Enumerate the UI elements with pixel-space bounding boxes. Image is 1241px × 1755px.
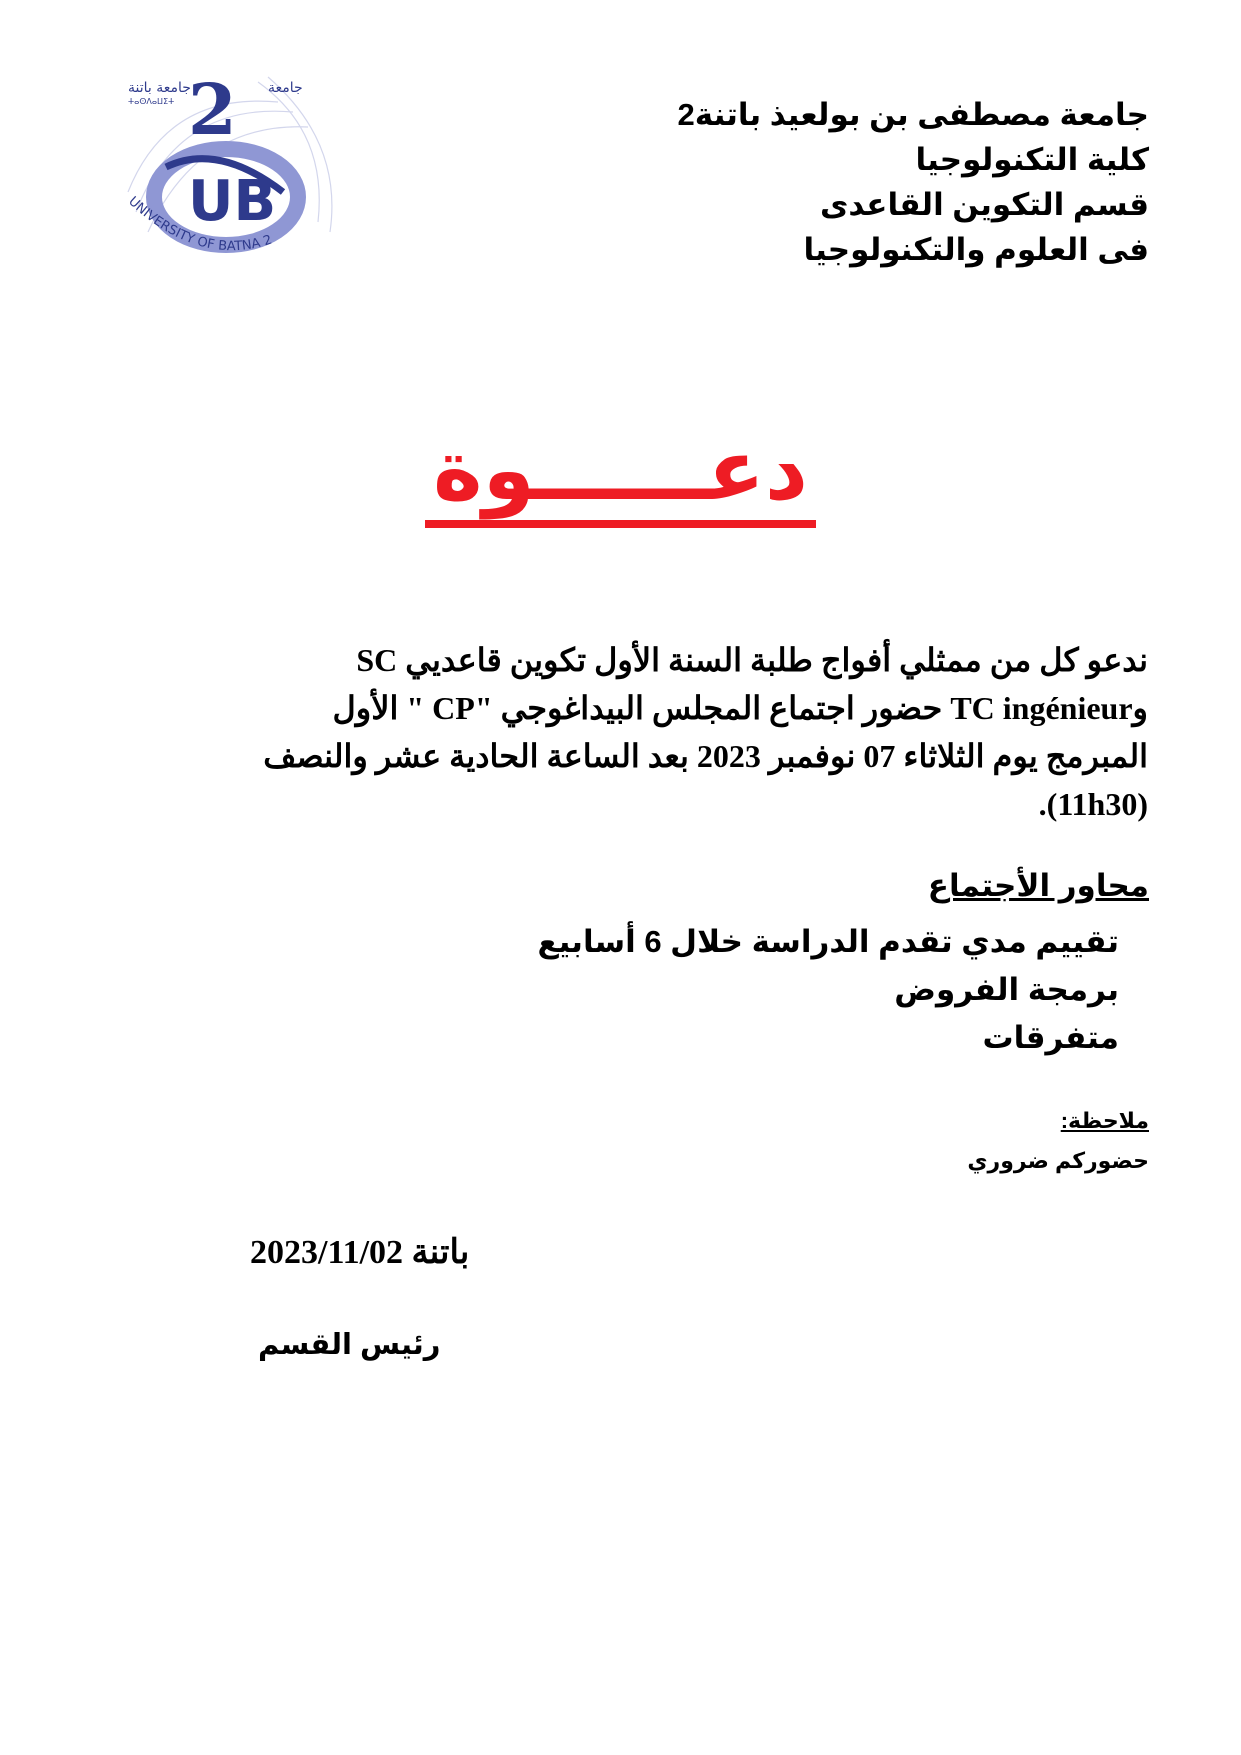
agenda-item: تقييم مدي تقدم الدراسة خلال 6 أسابيع <box>537 924 1119 959</box>
body-line-2: وTC ingénieur حضور اجتماع المجلس البيداغوجي "CP " الأول <box>332 690 1148 726</box>
svg-text:ⵜⴰⵙⴷⴰⵡⵉⵜ: ⵜⴰⵙⴷⴰⵡⵉⵜ <box>128 97 175 106</box>
invitation-body <box>150 636 1148 828</box>
agenda-title: محاور الأجتماع <box>927 868 1149 903</box>
note-text: حضوركم ضروري <box>967 1148 1149 1173</box>
university-name: جامعة مصطفى بن بولعيذ باتنة2 <box>677 97 1149 132</box>
department-name: قسم التكوين القاعدى <box>819 187 1149 222</box>
note-label: ملاحظة: <box>1060 1108 1149 1133</box>
svg-text:جامعة: جامعة <box>268 80 303 96</box>
signer-title: رئيس القسم <box>258 1329 441 1361</box>
agenda-item: متفرقات <box>982 1020 1119 1055</box>
logo-arabic-left: جامعة باتنة <box>128 80 191 96</box>
department-field: فى العلوم والتكنولوجيا <box>803 232 1149 267</box>
faculty-name: كلية التكنولوجيا <box>915 142 1149 177</box>
body-line-4: (11h30). <box>1038 786 1148 822</box>
body-line-3: المبرمج يوم الثلاثاء 07 نوفمبر 2023 بعد الساعة الحادية عشر والنصف <box>263 738 1148 774</box>
logo-letters: UB <box>188 169 277 234</box>
logo-english-ring: UNIVERSITY OF BATNA 2 <box>125 193 275 255</box>
university-logo-icon <box>108 72 352 272</box>
agenda-list <box>419 918 1119 1062</box>
agenda-item: برمجة الفروض <box>894 972 1119 1007</box>
logo-numeral: 2 <box>188 72 237 151</box>
document-title-wrap <box>0 420 1241 528</box>
document-date: باتنة 2023/11/02 <box>250 1234 470 1271</box>
document-title: دعــــــوة <box>425 420 816 528</box>
body-line-1: ندعو كل من ممثلي أفواج طلبة السنة الأول تكوين قاعديي SC <box>356 642 1148 678</box>
institution-header <box>589 92 1149 272</box>
